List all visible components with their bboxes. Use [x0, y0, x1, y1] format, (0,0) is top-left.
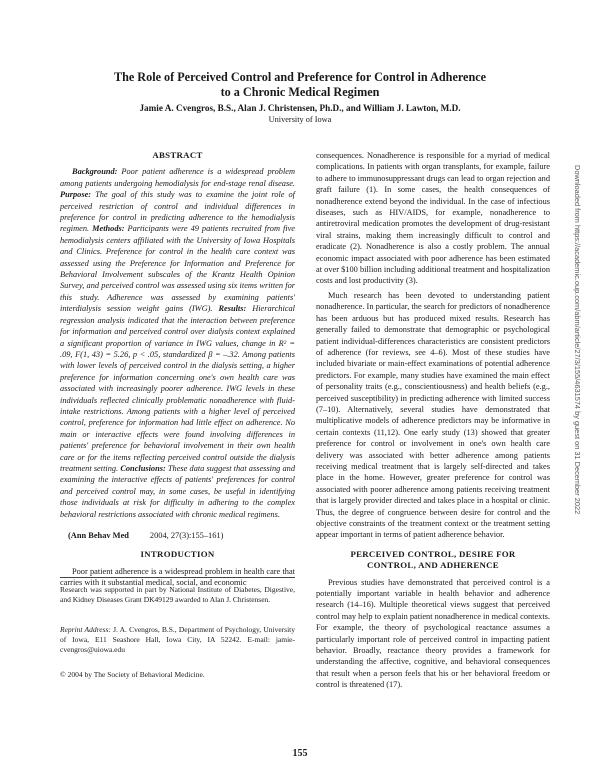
journal-citation: [68, 530, 295, 541]
introduction-paragraph: Poor patient adherence is a widespread problem in health care that carries with it substantial medical, social, and economic: [60, 566, 295, 588]
citation-details: 2004, 27(3):155–161): [149, 531, 224, 540]
right-paragraph-1: consequences. Nonadherence is responsible for a myriad of medical complications. In patients with organ transplants, for example, failure to adhere to immunosuppressant drugs can lead to organ rejection and graft failure (1). In some cases, the health consequences of nonadherence extend beyond the individual. In the case of infectious diseases, such as HIV/AIDS, for example, nonadherence to antiretroviral medication promotes the development of drug-resistant viral strains, making them increasingly difficult to control and eradicate (2). Nonadherence is also a costly problem. The annual economic impact associated with poor adherence has been estimated at over $100 billion including additional treatment and hospitalization costs and lost productivity (3).: [316, 151, 550, 286]
reprint-text: J. A. Cvengros, B.S., Department of Psychology, University of Iowa, E11 Seashore Hall, Iowa City, IA 52242. E-mail: jamie-cvengros@uiowa.edu: [60, 625, 296, 654]
copyright-note: © 2004 by The Society of Behavioral Medicine.: [60, 670, 205, 679]
funding-note: Research was supported in part by National Institute of Diabetes, Digestive, and Kidney Diseases Grant DK49129 awarded to Alan J. Christensen.: [60, 585, 295, 604]
download-notice: Downloaded from https://academic.oup.com/abm/article/27/3/155/4631574 by guest on 31 December 2022: [573, 165, 582, 515]
introduction-heading: INTRODUCTION: [140, 549, 215, 560]
abstract-background-label: Background:: [72, 167, 118, 177]
right-paragraph-2: Much research has been devoted to understanding patient nonadherence. In particular, the search for predictors of nonadherence has been arduous but has produced mixed results. Research has generally failed to demonstrate that demographic or psychological patient individual-differences characteristics are consistent predictors of adherence (for reviews, see 4–6). Most of these studies have included bivariate or main-effect examinations of potential adherence predictors. For example, many studies have examined the main effect of personality traits (e.g., conscientiousness) and health beliefs (e.g., perceived susceptibility) in predicting adherence with limited success (7–10). Alternatively, several studies have demonstrated that multiplicative models of adherence predictors may be informative in certain contexts (11,12). One early study (13) showed that greater preference for control or involvement in one's own health care delivery was associated with better adherence among patients receiving medical treatment that is largely self-directed and takes place in the home. However, greater preference for control was associated with poorer adherence among patients receiving treatment that is largely provider directed and takes place in a hospital or clinic. Thus, the degree of congruence between desire for control and the objective constraints of the treatment context or the treatment setting appear important in terms of patient adherence behavior.: [316, 290, 550, 540]
reprint-address: [60, 625, 295, 655]
abstract-text: [60, 166, 295, 520]
reprint-label: Reprint Address:: [60, 625, 111, 634]
left-column: [60, 150, 295, 589]
abstract-conclusions: These data suggest that assessing and examining the interactive effects of patients' preferences for control and perceived control may, in some cases, be useful in identifying those individuals at risk for difficulty in adhering to the complex behavioral restrictions associated with chronic medical regimens.: [60, 463, 295, 519]
abstract-results: Hierarchical regression analysis indicated that the interaction between preference for information and perceived control over dialysis context explained a significant proportion of variance in IWG values, change in R² = .09, F(1, 43) = 5.26, p < .05, standardized β = –.32. Among patients with lower levels of perceived control in the dialysis setting, a higher preference for information concerning one's own health care was associated with increasingly poorer adherence. IWG levels in these individuals reflected clinically problematic nonadherence with fluid-intake restrictions. Among patients with a higher level of perceived control, preference for information had little effect on adherence. No main or interactive effects were found involving differences in patients' preference for behavioral involvement in their own health care or for the items reflecting perceived control outside the dialysis treatment setting.: [60, 304, 295, 473]
section-heading-line-1: PERCEIVED CONTROL, DESIRE FOR: [350, 548, 516, 559]
abstract-heading: ABSTRACT: [152, 150, 203, 160]
section-heading-line-2: CONTROL, AND ADHERENCE: [367, 560, 499, 571]
footnote-divider: [60, 577, 295, 578]
abstract-background: Poor patient adherence is a widespread problem among patients undergoing hemodialysis for end-stage renal disease.: [60, 167, 295, 188]
affiliation: University of Iowa: [268, 115, 332, 124]
author-list: Jamie A. Cvengros, B.S., Alan J. Christensen, Ph.D., and William J. Lawton, M.D.: [139, 103, 461, 113]
right-paragraph-3: Previous studies have demonstrated that perceived control is a potentially important variable in health behavior and adherence research (14–16). Multiple theoretical views suggest that perceived control may help to explain patient nonadherence in medical contexts. For example, the theory of psychological reactance assumes a particularly important role of perceived control in impacting patient behavior. Broadly, reactance theory provides a framework for understanding the affective, cognitive, and behavioral consequences that result when a person feels that his or her behavioral freedom or control is threatened (17).: [316, 577, 551, 690]
abstract-results-label: Results:: [218, 304, 247, 314]
download-sidebar: [572, 165, 586, 585]
abstract-conclusions-label: Conclusions:: [120, 463, 166, 473]
article-title: The Role of Perceived Control and Preference for Control in Adherence to a Chronic Medical Regimen: [113, 70, 487, 99]
abstract-purpose-label: Purpose:: [60, 190, 92, 200]
abstract-purpose: The goal of this study was to examine the joint role of perceived restriction of control and individual differences in preference for control in predicting adherence to the hemodialysis regimen.: [60, 190, 295, 234]
page-number: 155: [292, 748, 308, 759]
abstract-methods: Participants were 49 patients recruited from five hemodialysis centers affiliated with the University of Iowa Hospitals and Clinics. Preference for control in the health care context was assessed using the Preference for Information and Preference for Behavioral Involvement subscales of the Krantz Health Opinion Survey, and perceived control was assessed using six items written for this study. Adherence was assessed by examining patients' interdialysis session weight gains (IWG).: [60, 224, 295, 314]
citation-journal: (Ann Behav Med: [68, 531, 129, 540]
abstract-methods-label: Methods:: [92, 224, 125, 234]
right-column: [316, 150, 550, 691]
